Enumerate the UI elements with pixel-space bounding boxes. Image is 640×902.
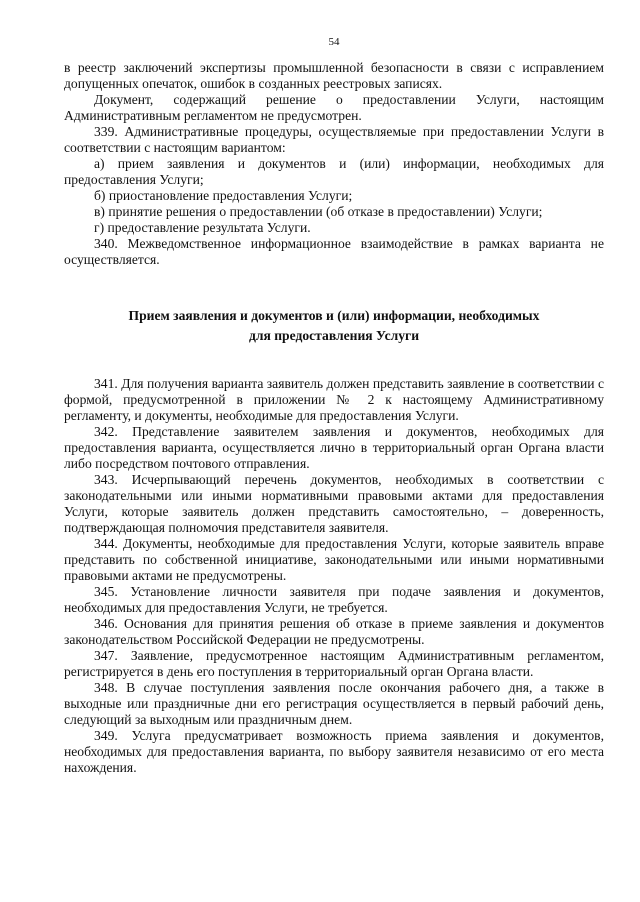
paragraph-349: 349. Услуга предусматривает возможность приема заявления и документов, необходимых для предоставления варианта, по выбору заявителя независимо от его места нахождения. <box>64 728 604 775</box>
paragraph-continuation: в реестр заключений экспертизы промышленной безопасности в связи с исправлением допущенных опечаток, ошибок в созданных реестровых записях. <box>64 60 604 91</box>
section-bottom <box>64 376 604 776</box>
list-item-g: г) предоставление результата Услуги. <box>94 220 311 235</box>
paragraph-343: 343. Исчерпывающий перечень документов, необходимых в соответствии с законодательными или иными нормативными правовыми актами для предоставления Услуги, которые заявитель должен представить самостоятельно, – доверенность, подтверждающая полномочия представителя заявителя. <box>64 472 604 535</box>
page-number: 54 <box>328 36 340 48</box>
paragraph-348: 348. В случае поступления заявления после окончания рабочего дня, а также в выходные или праздничные дни его регистрация осуществляется в первый рабочий день, следующий за выходным или праздничным днем. <box>64 680 604 727</box>
section-heading <box>64 306 604 346</box>
paragraph-346: 346. Основания для принятия решения об отказе в приеме заявления и документов законодательством Российской Федерации не предусмотрены. <box>64 616 604 647</box>
paragraph-341: 341. Для получения варианта заявитель должен представить заявление в соответствии с формой, предусмотренной в приложении № 2 к настоящему Административному регламенту, и документы, необходимые для предоставления Услуги. <box>64 376 604 423</box>
paragraph-344: 344. Документы, необходимые для предоставления Услуги, которые заявитель вправе представить по собственной инициативе, законодательными или иными нормативными правовыми актами не предусмотрены. <box>64 536 604 583</box>
list-item-b: б) приостановление предоставления Услуги; <box>94 188 353 203</box>
paragraph-345: 345. Установление личности заявителя при подаче заявления и документов, необходимых для предоставления Услуги, не требуется. <box>64 584 604 615</box>
paragraph-339: 339. Административные процедуры, осуществляемые при предоставлении Услуги в соответствии с настоящим вариантом: <box>64 124 604 155</box>
paragraph-342: 342. Представление заявителем заявления и документов, необходимых для предоставления варианта, осуществляется лично в территориальный орган Органа власти либо посредством почтового отправления. <box>64 424 604 471</box>
paragraph-347: 347. Заявление, предусмотренное настоящим Административным регламентом, регистрируется в день его поступления в территориальный орган Органа власти. <box>64 648 604 679</box>
heading-line-2: для предоставления Услуги <box>248 328 420 343</box>
heading-line-1: Прием заявления и документов и (или) информации, необходимых <box>128 308 540 323</box>
list-item-a: а) прием заявления и документов и (или) информации, необходимых для предоставления Услуги; <box>64 156 604 187</box>
paragraph: Документ, содержащий решение о предоставлении Услуги, настоящим Административным регламентом не предусмотрен. <box>64 92 604 123</box>
section-top <box>64 60 604 268</box>
list-item-v: в) принятие решения о предоставлении (об отказе в предоставлении) Услуги; <box>94 204 543 219</box>
paragraph-340: 340. Межведомственное информационное взаимодействие в рамках варианта не осуществляется. <box>64 236 604 267</box>
